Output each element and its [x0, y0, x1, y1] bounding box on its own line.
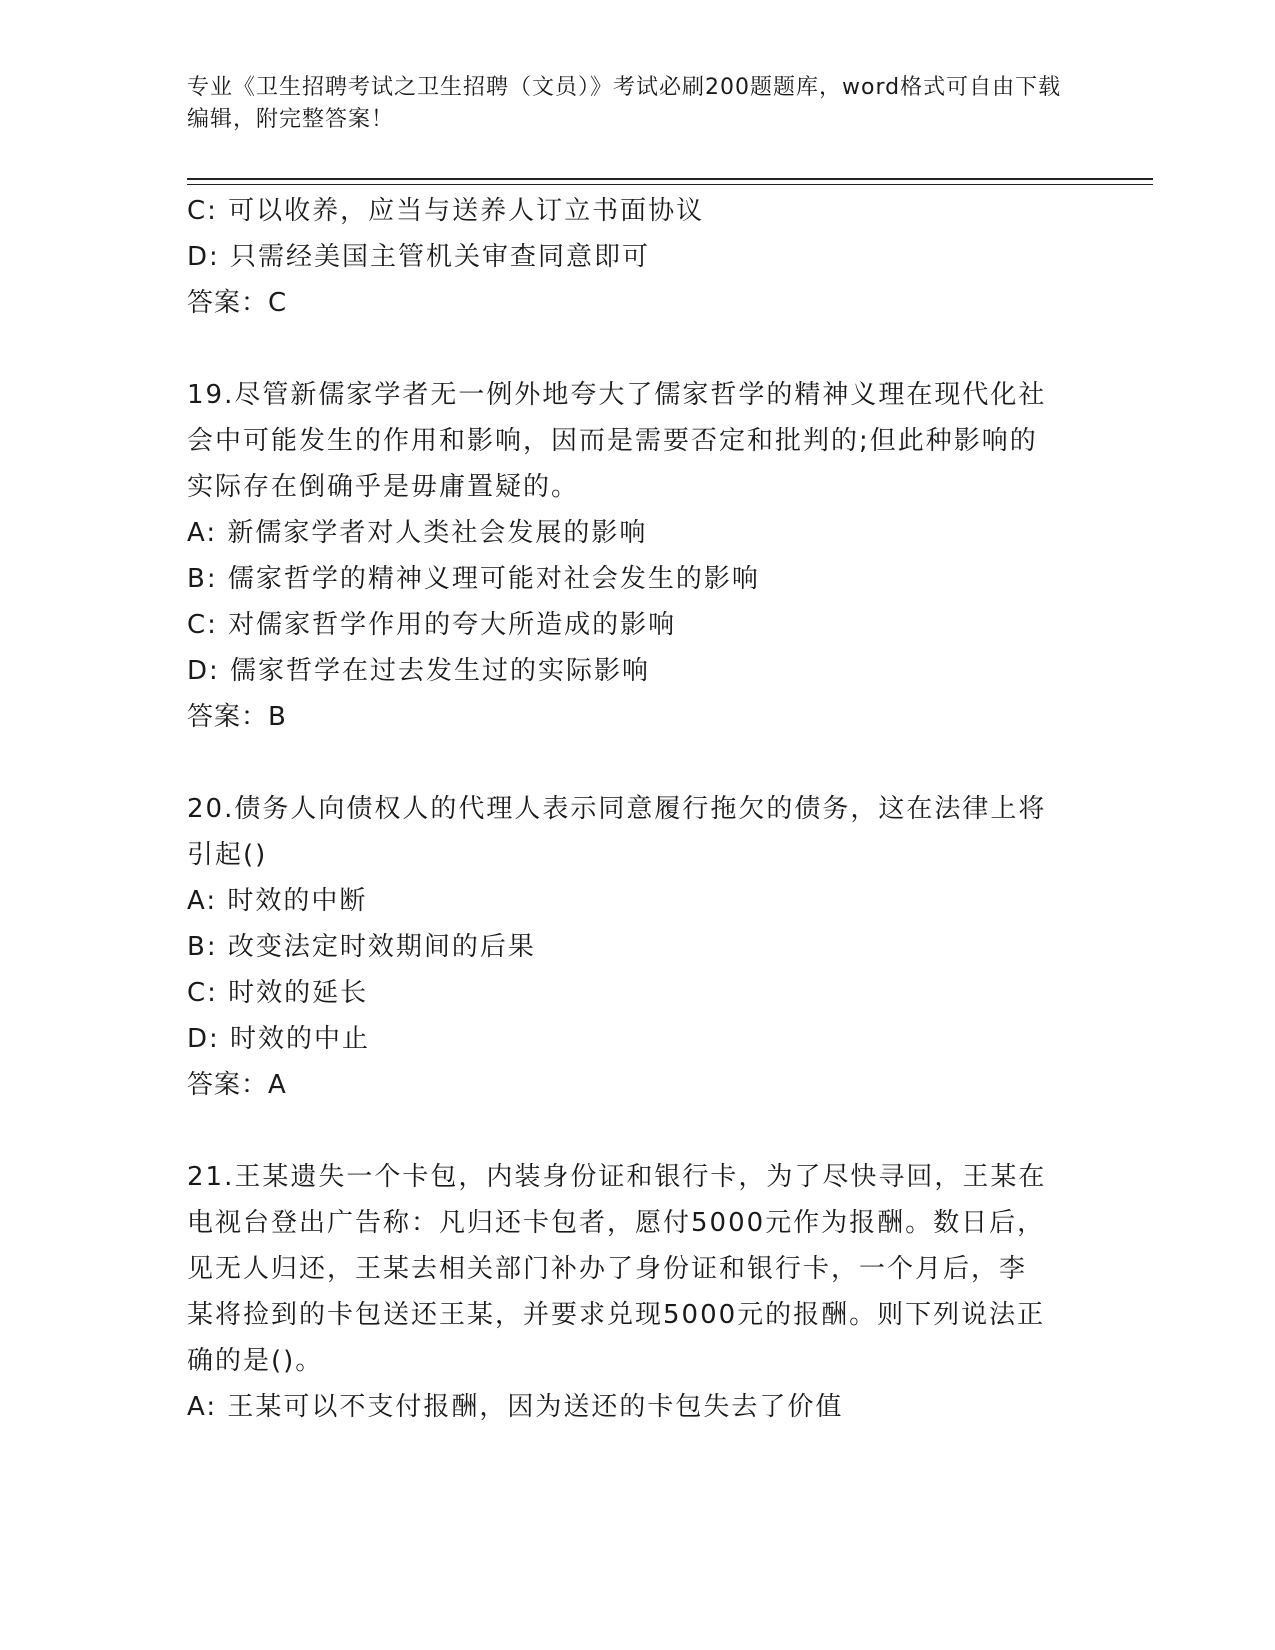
document-header: 专业《卫生招聘考试之卫生招聘（文员）》考试必刷200题题库，word格式可自由下载编辑，附完整答案！ — [187, 75, 1062, 132]
q19-option-a: A: 新儒家学者对人类社会发展的影响 — [187, 518, 648, 548]
q19-stem-line-3: 实际存在倒确乎是毋庸置疑的。 — [187, 472, 580, 502]
q19-answer: 答案：B — [187, 702, 287, 732]
q19-option-c: C: 对儒家哲学作用的夸大所造成的影响 — [187, 610, 677, 640]
q18-option-c: C: 可以收养，应当与送养人订立书面协议 — [187, 196, 705, 226]
q19-stem-line-2: 会中可能发生的作用和影响，因而是需要否定和批判的;但此种影响的 — [187, 426, 1038, 456]
q19-option-d: D: 儒家哲学在过去发生过的实际影响 — [187, 656, 651, 686]
q21-stem-line-5: 确的是()。 — [187, 1346, 324, 1376]
spacer — [187, 326, 1087, 372]
q20-option-d: D: 时效的中止 — [187, 1024, 371, 1054]
q20-stem-line-2: 引起() — [187, 840, 268, 870]
q21-option-a: A: 王某可以不支付报酬，因为送还的卡包失去了价值 — [187, 1392, 844, 1422]
q21-stem-line-3: 见无人归还，王某去相关部门补办了身份证和银行卡，一个月后，李 — [187, 1254, 1028, 1284]
spacer — [187, 740, 1087, 786]
header-rule-thin — [187, 184, 1153, 185]
q20-option-a: A: 时效的中断 — [187, 886, 368, 916]
q20-stem-line-1: 20.债务人向债权人的代理人表示同意履行拖欠的债务，这在法律上将 — [187, 794, 1047, 824]
q18-option-d: D: 只需经美国主管机关审查同意即可 — [187, 242, 651, 272]
question-list — [187, 188, 1087, 1430]
header-rule-thick — [187, 178, 1153, 180]
q18-answer: 答案：C — [187, 288, 288, 318]
q21-stem-line-2: 电视台登出广告称：凡归还卡包者，愿付5000元作为报酬。数日后， — [187, 1208, 1046, 1238]
q21-stem-line-1: 21.王某遗失一个卡包，内装身份证和银行卡，为了尽快寻回，王某在 — [187, 1162, 1047, 1192]
q20-answer: 答案：A — [187, 1070, 287, 1100]
q20-option-c: C: 时效的延长 — [187, 978, 369, 1008]
q21-stem-line-4: 某将捡到的卡包送还王某，并要求兑现5000元的报酬。则下列说法正 — [187, 1300, 1046, 1330]
q20-option-b: B: 改变法定时效期间的后果 — [187, 932, 536, 962]
q19-option-b: B: 儒家哲学的精神义理可能对社会发生的影响 — [187, 564, 760, 594]
spacer — [187, 1108, 1087, 1154]
q19-stem-line-1: 19.尽管新儒家学者无一例外地夸大了儒家哲学的精神义理在现代化社 — [187, 380, 1047, 410]
